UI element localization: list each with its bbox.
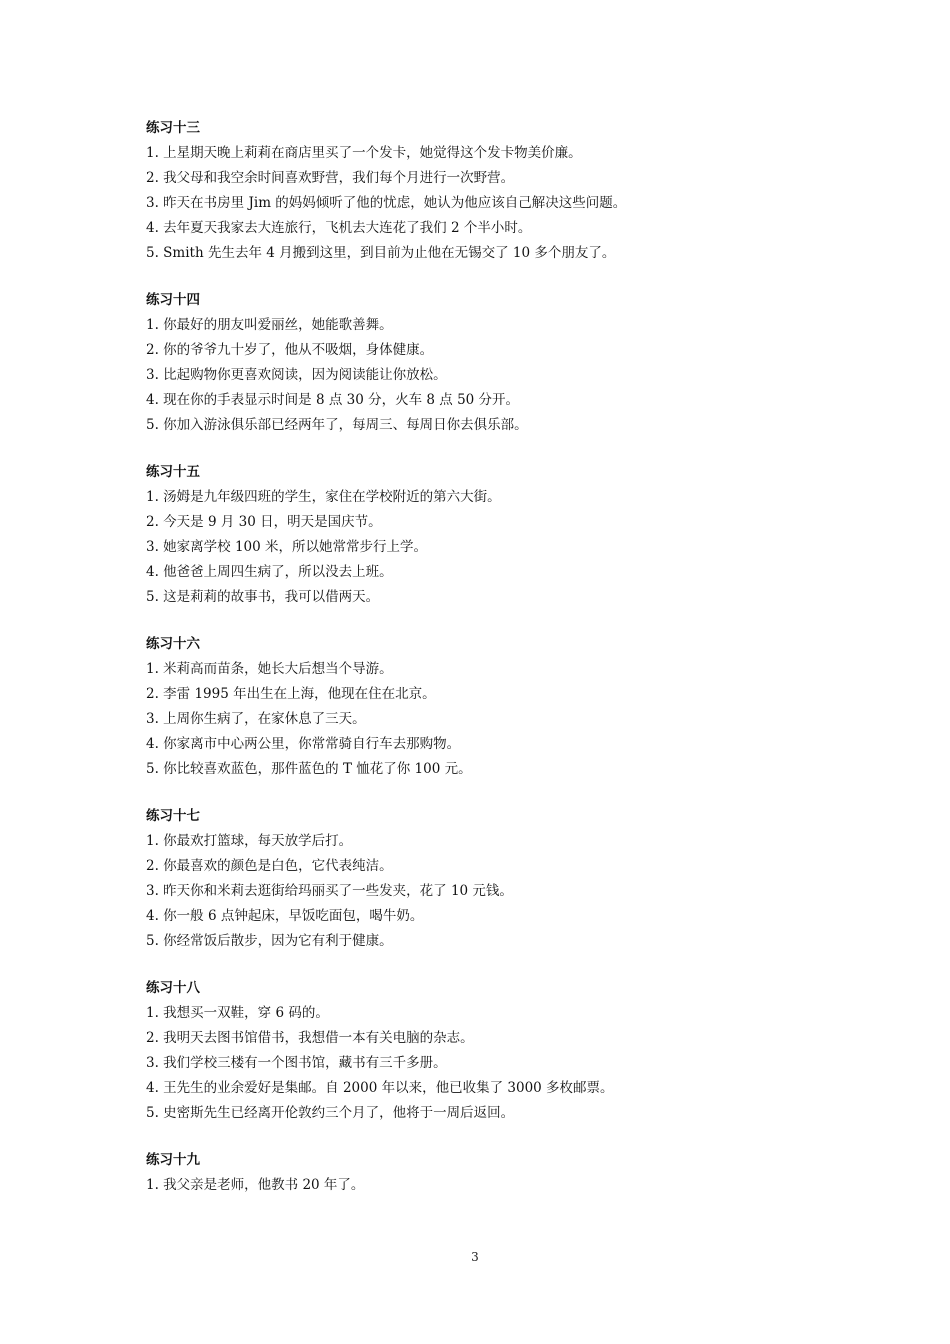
exercise-16 bbox=[146, 632, 846, 782]
sentence-line: 4. 他爸爸上周四生病了，所以没去上班。 bbox=[146, 564, 393, 580]
section-title: 练习十九 bbox=[146, 1152, 200, 1168]
sentence-line: 5. 史密斯先生已经离开伦敦约三个月了，他将于一周后返回。 bbox=[146, 1105, 515, 1121]
sentence-line: 2. 我父母和我空余时间喜欢野营，我们每个月进行一次野营。 bbox=[146, 170, 515, 186]
sentence-line: 3. 昨天在书房里 Jim 的妈妈倾听了他的忧虑，她认为他应该自己解决这些问题。 bbox=[146, 195, 627, 211]
exercise-17 bbox=[146, 804, 846, 954]
sentence-line: 4. 你家离市中心两公里，你常常骑自行车去那购物。 bbox=[146, 736, 461, 752]
document-page bbox=[146, 116, 846, 1220]
sentence-line: 1. 上星期天晚上莉莉在商店里买了一个发卡，她觉得这个发卡物美价廉。 bbox=[146, 145, 582, 161]
sentence-line: 1. 我父亲是老师，他教书 20 年了。 bbox=[146, 1177, 365, 1193]
sentence-line: 1. 米莉高而苗条，她长大后想当个导游。 bbox=[146, 661, 393, 677]
sentence-line: 1. 你最好的朋友叫爱丽丝，她能歌善舞。 bbox=[146, 317, 393, 333]
sentence-line: 4. 王先生的业余爱好是集邮。自 2000 年以来，他已收集了 3000 多枚邮票。 bbox=[146, 1080, 614, 1096]
exercise-15 bbox=[146, 460, 846, 610]
sentence-line: 1. 汤姆是九年级四班的学生，家住在学校附近的第六大街。 bbox=[146, 489, 501, 505]
section-title: 练习十五 bbox=[146, 464, 200, 480]
section-title: 练习十四 bbox=[146, 292, 200, 308]
sentence-line: 5. 这是莉莉的故事书，我可以借两天。 bbox=[146, 589, 380, 605]
sentence-line: 1. 你最欢打篮球，每天放学后打。 bbox=[146, 833, 353, 849]
sentence-line: 5. 你加入游泳俱乐部已经两年了，每周三、每周日你去俱乐部。 bbox=[146, 417, 528, 433]
exercise-18 bbox=[146, 976, 846, 1126]
page-number: 3 bbox=[471, 1250, 479, 1264]
section-title: 练习十七 bbox=[146, 808, 200, 824]
sentence-line: 4. 现在你的手表显示时间是 8 点 30 分，火车 8 点 50 分开。 bbox=[146, 392, 520, 408]
sentence-line: 5. Smith 先生去年 4 月搬到这里，到目前为止他在无锡交了 10 多个朋友了。 bbox=[146, 245, 616, 261]
sentence-line: 3. 昨天你和米莉去逛街给玛丽买了一些发夹，花了 10 元钱。 bbox=[146, 883, 513, 899]
sentence-line: 3. 比起购物你更喜欢阅读，因为阅读能让你放松。 bbox=[146, 367, 447, 383]
sentence-line: 4. 去年夏天我家去大连旅行，飞机去大连花了我们 2 个半小时。 bbox=[146, 220, 532, 236]
sentence-line: 5. 你经常饭后散步，因为它有利于健康。 bbox=[146, 933, 393, 949]
sentence-line: 3. 上周你生病了，在家休息了三天。 bbox=[146, 711, 366, 727]
sentence-line: 2. 你的爷爷九十岁了，他从不吸烟，身体健康。 bbox=[146, 342, 434, 358]
exercise-14 bbox=[146, 288, 846, 438]
sentence-line: 2. 你最喜欢的颜色是白色，它代表纯洁。 bbox=[146, 858, 393, 874]
sentence-line: 3. 她家离学校 100 米，所以她常常步行上学。 bbox=[146, 539, 428, 555]
sentence-line: 2. 我明天去图书馆借书，我想借一本有关电脑的杂志。 bbox=[146, 1030, 474, 1046]
sentence-line: 1. 我想买一双鞋，穿 6 码的。 bbox=[146, 1005, 329, 1021]
section-title: 练习十六 bbox=[146, 636, 200, 652]
sentence-line: 3. 我们学校三楼有一个图书馆，藏书有三千多册。 bbox=[146, 1055, 447, 1071]
section-title: 练习十八 bbox=[146, 980, 200, 996]
sentence-line: 5. 你比较喜欢蓝色，那件蓝色的 T 恤花了你 100 元。 bbox=[146, 761, 472, 777]
exercise-19 bbox=[146, 1148, 846, 1198]
sentence-line: 2. 今天是 9 月 30 日，明天是国庆节。 bbox=[146, 514, 382, 530]
section-title: 练习十三 bbox=[146, 120, 200, 136]
exercise-13 bbox=[146, 116, 846, 266]
sentence-line: 4. 你一般 6 点钟起床，早饭吃面包，喝牛奶。 bbox=[146, 908, 424, 924]
sentence-line: 2. 李雷 1995 年出生在上海，他现在住在北京。 bbox=[146, 686, 436, 702]
